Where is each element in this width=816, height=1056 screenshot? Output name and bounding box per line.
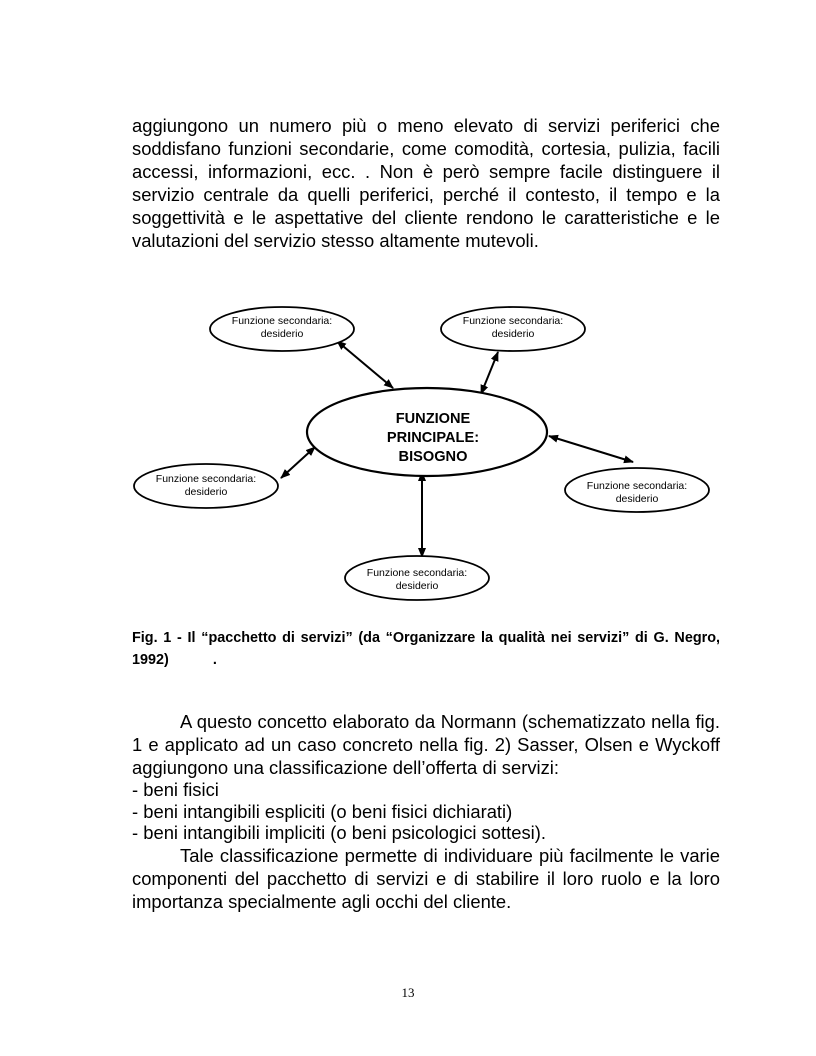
secondary-function-node-top-left	[210, 307, 354, 351]
offer-classification-list	[132, 779, 720, 844]
paragraph-intro: aggiungono un numero più o meno elevato di servizi periferici che soddisfano funzioni secondarie, come comodità, cortesia, pulizia, facili accessi, informazioni, ecc. . Non è però sempre facile distinguere il servizio centrale da quelli periferici, perché il contesto, il tempo e la soggettività e le aspettative del cliente rendono le caratteristiche e le valutazioni del servizio stesso altamente mutevoli.	[132, 115, 720, 251]
secondary-node-sublabel: desiderio	[395, 580, 439, 592]
list-item: - beni fisici	[132, 779, 720, 801]
secondary-node-label: Funzione secondaria:	[366, 567, 468, 579]
secondary-node-label: Funzione secondaria:	[462, 315, 564, 327]
secondary-node-sublabel: desiderio	[615, 493, 659, 505]
secondary-function-node-right	[565, 468, 709, 512]
secondary-node-sublabel: desiderio	[260, 328, 304, 340]
main-function-line3: BISOGNO	[398, 449, 468, 465]
paragraph-classification: Tale classificazione permette di individuare più facilmente le varie componenti del pacchetto di servizi e di stabilire il loro ruolo e la loro importanza specialmente agli occhi del cliente.	[132, 845, 720, 912]
secondary-function-node-top-right	[441, 307, 585, 351]
secondary-function-node-bottom	[345, 556, 489, 600]
main-function-node	[307, 388, 547, 476]
main-function-line1: FUNZIONE	[395, 411, 471, 427]
secondary-node-label: Funzione secondaria:	[155, 473, 257, 485]
secondary-node-label: Funzione secondaria:	[231, 315, 333, 327]
figure-caption-text: Fig. 1 - Il “pacchetto di servizi” (da “Organizzare la qualità nei servizi” di G. Negro, 1992)	[132, 630, 720, 668]
arrow-left	[281, 447, 315, 478]
secondary-node-sublabel: desiderio	[184, 486, 228, 498]
main-function-line2: PRINCIPALE:	[386, 430, 480, 446]
figure-caption-trailing: .	[212, 652, 217, 668]
arrow-top-right	[481, 352, 498, 394]
paragraph-normann: A questo concetto elaborato da Normann (schematizzato nella fig. 1 e applicato ad un caso concreto nella fig. 2) Sasser, Olsen e Wyckoff aggiungono una classificazione dell’offerta di servizi:	[132, 711, 720, 778]
arrow-top-left	[337, 341, 393, 388]
page-number: 13	[401, 985, 415, 1000]
secondary-node-sublabel: desiderio	[491, 328, 535, 340]
list-item: - beni intangibili espliciti (o beni fisici dichiarati)	[132, 801, 720, 823]
figure-caption	[132, 627, 720, 671]
list-item: - beni intangibili impliciti (o beni psicologici sottesi).	[132, 822, 720, 844]
arrow-right	[549, 436, 633, 462]
secondary-node-label: Funzione secondaria:	[586, 480, 688, 492]
secondary-function-node-left	[134, 464, 278, 508]
